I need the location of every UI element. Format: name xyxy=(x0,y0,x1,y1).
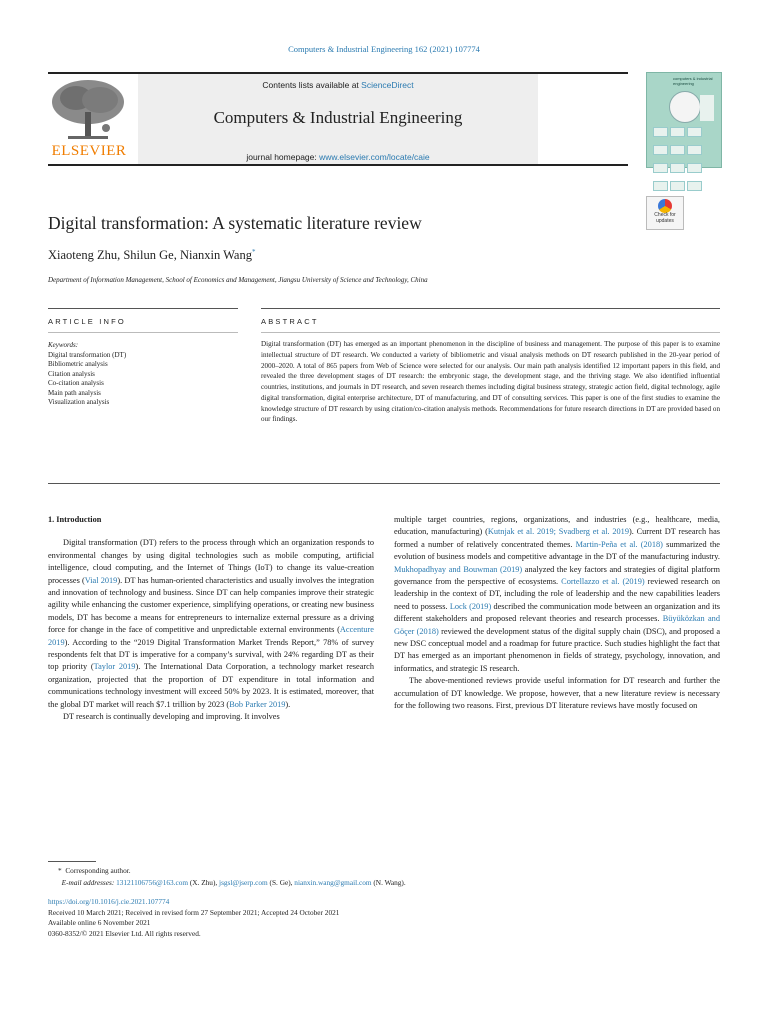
doi-link[interactable]: https://doi.org/10.1016/j.cie.2021.107774 xyxy=(48,897,170,906)
left-paragraphs xyxy=(48,537,374,723)
tree-logo-icon xyxy=(48,78,128,142)
received-dates: Received 10 March 2021; Received in revised form 27 September 2021; Accepted 24 October 2021 xyxy=(48,907,340,917)
footnote-mark: * xyxy=(58,866,62,875)
homepage-prefix: journal homepage: xyxy=(246,152,320,162)
body-text: The above-mentioned reviews provide useful information for DT research and further the accumulation of DT knowledge. We propose, however, that a new literature review is necessary for the following two reasons. First, previous DT literature reviews have mostly focused on xyxy=(394,676,720,711)
body-text: reviewed research on leadership in the context of DT, including the role of leadership and the new capabilities leaders need to possess. xyxy=(394,577,721,611)
body-text: Digital transformation (DT) refers to the process through which an organization responds to environmental changes by using digital technologies such as mobile computing, artificial intelligence, cloud computing, and the Internet of Things (IoT) to change its value-creation processes ( xyxy=(48,538,374,585)
keyword-item: Bibliometric analysis xyxy=(48,360,108,368)
body-text: ). The International Data Corporation, a technology market research organization, projected that the proportion of DT expenditure in total information and communications technology investment will exceed 50% by 2023. It is estimated, moreover, that the global DT market will reach $7.1 trillion by 2023 ( xyxy=(48,662,374,709)
cover-grid xyxy=(652,125,716,197)
email-owner: (N. Wang). xyxy=(371,878,406,887)
body-paragraph xyxy=(394,675,720,712)
abstract-bottom-rule xyxy=(48,483,720,484)
elsevier-logo[interactable] xyxy=(48,78,128,160)
author-name[interactable]: Nianxin Wang xyxy=(179,248,252,263)
footnotes xyxy=(48,865,728,889)
email-owner: (S. Ge), xyxy=(267,878,295,887)
available-online-date: Available online 6 November 2021 xyxy=(48,918,151,927)
keyword-item: Co-citation analysis xyxy=(48,379,104,387)
body-text: ). DT has human-oriented characteristics and usually involves the integration and innovation of technology and business. Since DT can help companies improve their strategic agility while enhancing the customer experience, simplifying operations, or creating new business models, DT has become a means for entrepreneurs to internalize external pressure as a driving force for change in the face of competitive and unpredictable external environments ( xyxy=(48,575,374,635)
affiliation: Department of Information Management, School of Economics and Management, Jiangsu University of Science and Technology, China xyxy=(48,276,428,284)
email-link[interactable]: jsgsl@jserp.com xyxy=(219,878,268,887)
journal-title: Computers & Industrial Engineering xyxy=(213,108,463,127)
section-heading-introduction: 1. Introduction xyxy=(48,515,102,524)
author-name[interactable]: Xiaoteng Zhu xyxy=(48,248,118,263)
cover-title: computers & industrial engineering xyxy=(673,76,713,86)
abstract-rule xyxy=(261,308,720,309)
body-text: summarized the evolution of business models and competitive advantage in the DT of the manufacturing industry. xyxy=(394,539,720,562)
check-updates-icon xyxy=(658,199,672,213)
corresponding-author-text: Corresponding author. xyxy=(65,866,131,875)
citation-link[interactable]: Kutnjak et al. 2019; Svadberg et al. 2019 xyxy=(487,527,629,537)
author-list xyxy=(48,248,255,263)
cover-emblem-icon xyxy=(669,91,701,123)
keyword-item: Citation analysis xyxy=(48,369,95,378)
author-name[interactable]: Shilun Ge xyxy=(123,248,174,263)
homepage-line xyxy=(138,152,538,162)
check-updates-label-2: updates xyxy=(656,217,674,224)
sciencedirect-link[interactable]: ScienceDirect xyxy=(361,80,414,90)
citation-link[interactable]: Vial 2019 xyxy=(84,575,118,585)
citation-link[interactable]: Büyüközkan and Göçer (2018) xyxy=(394,614,720,636)
article-title: Digital transformation: A systematic literature review xyxy=(48,213,422,233)
article-info-heading: ARTICLE INFO xyxy=(48,317,126,326)
citation-link[interactable]: Lock (2019) xyxy=(449,601,492,611)
check-for-updates-button[interactable] xyxy=(646,196,684,230)
author-separator: , xyxy=(173,248,180,263)
keyword-item: Digital transformation (DT) xyxy=(48,350,127,359)
email-label: E-mail addresses: xyxy=(61,878,115,887)
keywords-block xyxy=(48,341,238,408)
cover-sidebar xyxy=(700,95,714,121)
body-paragraph xyxy=(48,711,374,723)
keywords-label: Keywords: xyxy=(48,341,79,349)
article-info-rule xyxy=(48,308,238,309)
body-text: multiple target countries, regions, organizations, and industries (e.g., healthcare, media, education, manufacturing) ( xyxy=(394,515,720,537)
body-text: ). Current DT research has formed a number of relatively concentrated themes. xyxy=(394,527,720,549)
journal-homepage-link[interactable]: www.elsevier.com/locate/caie xyxy=(319,152,430,162)
abstract-text: Digital transformation (DT) has emerged as an important phenomenon in the discipline of business and management. The purpose of this paper is to examine intellectual structure of DT research. We conducted a variety of bibliometric and visual analysis methods on DT research published in the 20-year period of 2000–2020. A total of 865 papers from Web of Science were selected for our analysis. Our main path analysis identified 12 important papers in this field, and revealed the three development stages of DT research: the embryonic stage, the development stage, and the thriving stage. We also identified influential countries, institutions, and journals in DT research, and seven research themes including digital business strategy, strategic action field, digital technology, agile digital transformation, digital enterprise architecture, DT of manufacturing, and DT of consulting services. This paper is one of the first studies to examine the knowledge structure of DT research by using citation/co-citation analysis methods. Recommendations for future research directions in DT are provided based on our findings. xyxy=(261,340,720,424)
journal-cover-thumbnail[interactable] xyxy=(646,72,722,168)
email-link[interactable]: nianxin.wang@gmail.com xyxy=(294,878,372,887)
email-owner: (X. Zhu), xyxy=(188,878,220,887)
right-paragraphs xyxy=(394,514,720,713)
running-head[interactable]: Computers & Industrial Engineering 162 (2021) 107774 xyxy=(288,44,480,54)
citation-link[interactable]: Taylor 2019 xyxy=(93,662,136,672)
journal-banner xyxy=(48,72,628,166)
article-info-subrule xyxy=(48,332,238,333)
body-paragraph xyxy=(394,514,720,675)
check-updates-label-1: Check for xyxy=(654,212,676,218)
citation-link[interactable]: Cortellazzo et al. (2019) xyxy=(561,577,645,587)
body-text: ). According to the “2019 Digital Transformation Market Trends Report,” 78% of survey respondents felt that DT is imperative for a company’s survival, with 24% regarding DT as their top priority ( xyxy=(48,637,374,672)
citation-link[interactable]: Martin-Peña et al. (2018) xyxy=(575,539,663,549)
citation-link[interactable]: Accenture 2019 xyxy=(48,625,374,647)
email-link[interactable]: 13121106756@163.com xyxy=(116,878,189,887)
keyword-item: Visualization analysis xyxy=(48,398,110,406)
abstract-heading: ABSTRACT xyxy=(261,317,319,326)
citation-link[interactable]: Bob Parker 2019 xyxy=(229,699,286,709)
email-line xyxy=(48,877,728,889)
article-meta xyxy=(48,897,728,939)
elsevier-wordmark: ELSEVIER xyxy=(51,143,127,159)
body-text: reviewed the development status of the digital supply chain (DSC), and proposed a new DSC conceptual model and a roadmap for future practice. Such studies highlight the fact that DT has emerged as an important phenomenon in fields of strategy, psychology, innovation, and informatics, and strategic IS research. xyxy=(394,626,721,673)
banner-center xyxy=(138,74,538,164)
body-text: DT research is continually developing and improving. It involves xyxy=(63,712,280,722)
abstract-subrule xyxy=(261,332,720,333)
corresponding-author-mark[interactable]: * xyxy=(251,248,256,256)
contents-line xyxy=(138,80,538,90)
keyword-item: Main path analysis xyxy=(48,388,101,397)
body-paragraph xyxy=(48,537,374,711)
body-text: described the communication mode between an organization and its different stakeholders and proposed relevant theories and research processes. xyxy=(394,601,720,624)
author-separator: , xyxy=(117,248,124,263)
footnote-rule xyxy=(48,861,96,862)
copyright-notice: 0360-8352/© 2021 Elsevier Ltd. All rights reserved. xyxy=(48,928,201,938)
contents-prefix: Contents lists available at xyxy=(262,80,362,90)
body-text: ). xyxy=(285,699,291,709)
citation-link[interactable]: Mukhopadhyay and Bouwman (2019) xyxy=(394,564,523,574)
body-column-left xyxy=(48,514,374,724)
body-text: analyzed the key factors and strategies of digital platform governance from the perspective of ecosystems. xyxy=(394,564,720,587)
corresponding-author-note xyxy=(48,865,728,877)
body-column-right xyxy=(394,514,720,713)
